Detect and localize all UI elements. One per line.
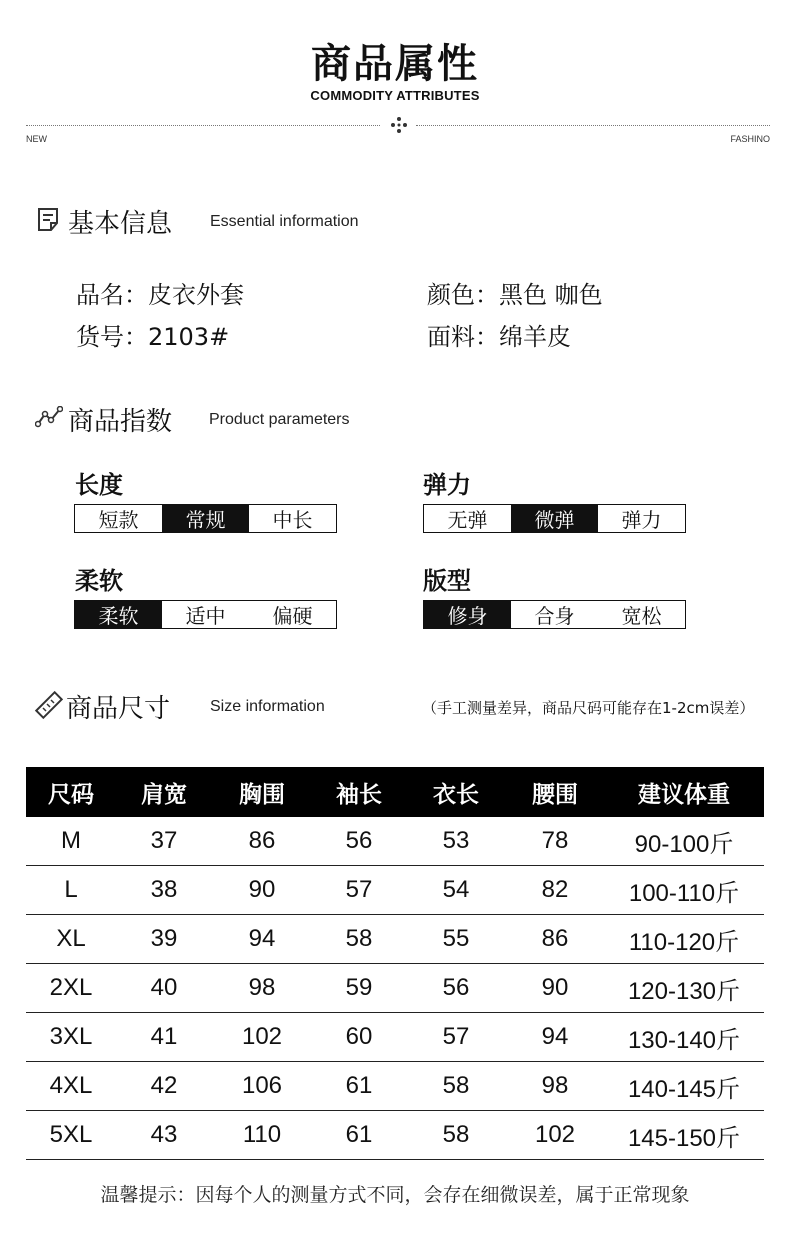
table-cell: 4XL [26, 1062, 116, 1111]
table-cell: 58 [312, 915, 406, 964]
table-cell: 90 [212, 866, 312, 915]
param-option: 常规 [162, 505, 249, 532]
param-scale-softness [74, 600, 337, 629]
param-scale-elasticity [423, 504, 686, 533]
size-table [26, 767, 764, 1160]
column-header: 腰围 [506, 767, 604, 817]
table-cell: 90-100斤 [604, 817, 764, 866]
footer-tip: 温馨提示：因每个人的测量方式不同，会存在细微误差，属于正常现象 [100, 1184, 690, 1206]
table-cell: 94 [212, 915, 312, 964]
param-option: 无弹 [447, 508, 488, 532]
table-row [26, 1013, 764, 1062]
param-option: 适中 [185, 604, 226, 628]
column-header: 建议体重 [604, 767, 764, 817]
table-cell: 54 [406, 866, 506, 915]
column-header: 胸围 [212, 767, 312, 817]
table-cell: 37 [116, 817, 212, 866]
info-item-name [76, 275, 244, 310]
table-cell: 110 [212, 1111, 312, 1160]
table-row [26, 866, 764, 915]
page-subtitle: COMMODITY ATTRIBUTES [310, 88, 480, 103]
info-item-sku [76, 317, 229, 352]
table-cell: 86 [212, 817, 312, 866]
table-row [26, 1062, 764, 1111]
divider-right [416, 125, 770, 126]
basic-info-heading: 基本信息 [68, 209, 173, 239]
param-option: 微弹 [511, 505, 598, 532]
size-heading-en: Size information [210, 698, 325, 715]
info-item-color [427, 275, 603, 310]
column-header: 肩宽 [116, 767, 212, 817]
table-cell: 102 [212, 1013, 312, 1062]
table-cell: 57 [312, 866, 406, 915]
corner-tag-right: FASHINO [730, 134, 770, 144]
table-cell: 43 [116, 1111, 212, 1160]
table-row [26, 817, 764, 866]
table-row [26, 964, 764, 1013]
table-cell: 56 [312, 817, 406, 866]
page-title: 商品属性 [311, 41, 479, 87]
divider-left [26, 125, 380, 126]
basic-info-heading-en: Essential information [210, 213, 359, 230]
table-cell: 59 [312, 964, 406, 1013]
param-label-softness: 柔软 [75, 567, 123, 595]
table-cell: XL [26, 915, 116, 964]
size-heading: 商品尺寸 [66, 694, 171, 724]
document-icon [37, 207, 61, 233]
info-label: 品名： [76, 281, 148, 309]
table-cell: 78 [506, 817, 604, 866]
size-table-header [26, 767, 764, 817]
column-header: 衣长 [406, 767, 506, 817]
table-cell: M [26, 817, 116, 866]
ruler-icon [33, 690, 63, 720]
table-cell: 41 [116, 1013, 212, 1062]
info-label: 面料： [427, 323, 499, 351]
table-row [26, 915, 764, 964]
param-option: 偏硬 [272, 604, 313, 628]
param-scale-length [74, 504, 337, 533]
info-value: 2103# [148, 323, 230, 351]
param-scale-fit [423, 600, 686, 629]
table-cell: 100-110斤 [604, 866, 764, 915]
table-cell: 3XL [26, 1013, 116, 1062]
param-option: 柔软 [75, 601, 162, 628]
table-cell: 94 [506, 1013, 604, 1062]
table-cell: 61 [312, 1111, 406, 1160]
param-option: 短款 [98, 508, 139, 532]
diamond-ornament-icon [390, 116, 408, 134]
table-cell: 38 [116, 866, 212, 915]
table-row [26, 1111, 764, 1160]
param-label-fit: 版型 [423, 567, 471, 595]
table-cell: 98 [506, 1062, 604, 1111]
info-value: 皮衣外套 [148, 281, 244, 309]
table-cell: 102 [506, 1111, 604, 1160]
column-header: 尺码 [26, 767, 116, 817]
table-cell: 120-130斤 [604, 964, 764, 1013]
info-item-fabric [427, 317, 571, 352]
param-option: 修身 [424, 601, 511, 628]
line-chart-icon [35, 406, 63, 428]
info-value: 绵羊皮 [499, 323, 571, 351]
corner-tag-left: NEW [26, 134, 47, 144]
table-cell: 55 [406, 915, 506, 964]
table-cell: 140-145斤 [604, 1062, 764, 1111]
info-value: 黑色 咖色 [499, 281, 603, 309]
table-cell: 60 [312, 1013, 406, 1062]
table-cell: 40 [116, 964, 212, 1013]
param-option: 合身 [534, 604, 575, 628]
table-cell: 53 [406, 817, 506, 866]
table-cell: 58 [406, 1111, 506, 1160]
table-cell: 56 [406, 964, 506, 1013]
table-cell: 98 [212, 964, 312, 1013]
table-cell: 130-140斤 [604, 1013, 764, 1062]
table-cell: 145-150斤 [604, 1111, 764, 1160]
param-label-elasticity: 弹力 [423, 471, 471, 499]
table-cell: 61 [312, 1062, 406, 1111]
params-heading: 商品指数 [68, 407, 173, 437]
info-label: 颜色： [427, 281, 499, 309]
table-cell: 110-120斤 [604, 915, 764, 964]
size-note: （手工测量差异，商品尺码可能存在1-2cm误差） [422, 699, 755, 717]
table-cell: 2XL [26, 964, 116, 1013]
table-cell: 57 [406, 1013, 506, 1062]
param-label-length: 长度 [75, 471, 123, 499]
table-cell: 5XL [26, 1111, 116, 1160]
param-option: 中长 [272, 508, 313, 532]
table-cell: L [26, 866, 116, 915]
table-cell: 106 [212, 1062, 312, 1111]
column-header: 袖长 [312, 767, 406, 817]
table-cell: 90 [506, 964, 604, 1013]
table-cell: 86 [506, 915, 604, 964]
info-label: 货号： [76, 323, 148, 351]
params-heading-en: Product parameters [209, 411, 350, 428]
param-option: 宽松 [621, 604, 662, 628]
table-cell: 82 [506, 866, 604, 915]
table-cell: 42 [116, 1062, 212, 1111]
table-cell: 39 [116, 915, 212, 964]
table-cell: 58 [406, 1062, 506, 1111]
param-option: 弹力 [621, 508, 662, 532]
